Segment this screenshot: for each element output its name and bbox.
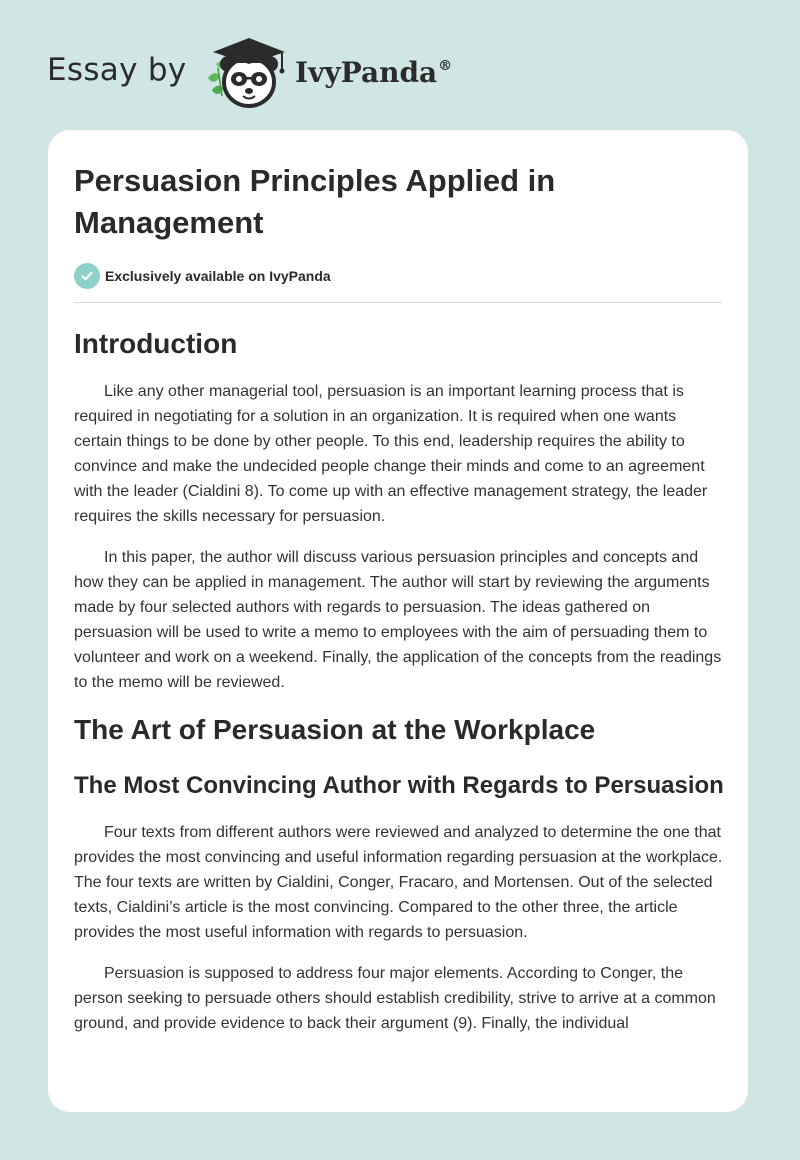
ivypanda-logo-icon[interactable]: [202, 34, 292, 110]
convincing-paragraph-2: Persuasion is supposed to address four major elements. According to Conger, the person seeking to persuade others should establish credibility, strive to arrive at a common ground, and provide evidence to back their argument (9). Finally, the individual: [74, 965, 716, 1032]
essay-title: Persuasion Principles Applied in Management: [74, 163, 556, 240]
brand-text: IvyPanda: [295, 56, 438, 89]
title-divider: [74, 302, 722, 303]
exclusive-badge: [74, 262, 724, 290]
exclusive-label: Exclusively available on IvyPanda: [105, 268, 331, 284]
check-icon: [74, 263, 100, 289]
registered-mark: ®: [438, 58, 453, 74]
site-header: [47, 34, 527, 114]
most-convincing-heading: The Most Convincing Author with Regards to Persuasion: [74, 772, 724, 799]
essay-content: [74, 160, 724, 1036]
intro-heading: Introduction: [74, 328, 238, 359]
brand-name[interactable]: [295, 56, 452, 89]
essay-by-label: Essay by: [47, 52, 187, 88]
convincing-paragraph-1: Four texts from different authors were reviewed and analyzed to determine the one that provides the most convincing and useful information regarding persuasion at the workplace. The four texts are written by Cialdini, Conger, Fracaro, and Mortensen. Out of the selected texts, Cialdini’s article is the most convincing. Compared to the other three, the article provides the most useful information with regards to persuasion.: [74, 824, 723, 941]
intro-paragraph-1: Like any other managerial tool, persuasion is an important learning process that is required in negotiating for a solution in an organization. It is required when one wants certain things to be done by other people. To this end, leadership requires the ability to convince and make the undecided people change their minds and come to an agreement with the leader (Cialdini 8). To come up with an effective management strategy, the leader requires the skills necessary for persuasion.: [74, 383, 708, 525]
essay-card: [48, 130, 748, 1112]
intro-paragraph-2: In this paper, the author will discuss various persuasion principles and concepts and how they can be applied in management. The author will start by reviewing the arguments made by four selected authors with regards to persuasion. The ideas gathered on persuasion will be used to write a memo to employees with the aim of persuading them to volunteer and work on a weekend. Finally, the application of the concepts from the readings to the memo will be reviewed.: [74, 549, 722, 691]
art-of-persuasion-heading: The Art of Persuasion at the Workplace: [74, 714, 596, 745]
